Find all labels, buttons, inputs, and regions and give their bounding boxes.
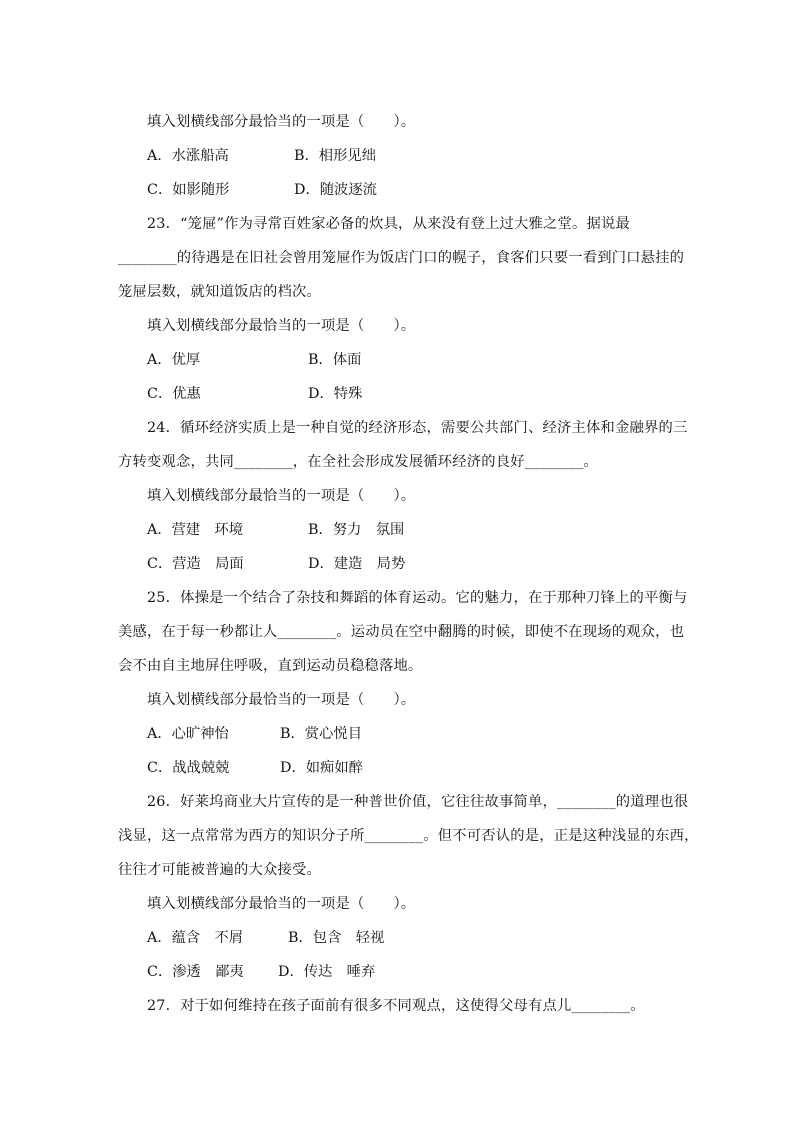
answer-option: C．如影随形 (147, 182, 230, 198)
answer-option: A．蕴含 不屑 (147, 930, 244, 946)
question-stem-continued: 笼屉层数，就知道饭店的档次。 (118, 284, 321, 300)
answer-option: A．营建 环境 (147, 522, 244, 538)
answer-option: D．如痴如醉 (280, 760, 363, 776)
answer-option: C．优惠 (147, 386, 201, 402)
question-stem: 27．对于如何维持在孩子面前有很多不同观点，这使得父母有点儿________。 (147, 998, 645, 1014)
question-stem: 24．循环经济实质上是一种自觉的经济形态，需要公共部门、经济主体和金融界的三 (147, 420, 688, 436)
answer-option: C．渗透 鄙夷 (147, 964, 244, 980)
answer-option: B．努力 氛围 (308, 522, 405, 538)
answer-option: C．营造 局面 (147, 556, 244, 572)
answer-option: B．相形见绌 (294, 148, 376, 164)
answer-option: A．水涨船高 (147, 148, 229, 164)
question-stem-continued: 浅显，这一点常常为西方的知识分子所________。但不可否认的是，正是这种浅显的东西， (118, 828, 699, 844)
answer-option: B．体面 (308, 352, 362, 368)
question-stem-continued: 会不由自主地屏住呼吸，直到运动员稳稳落地。 (118, 658, 423, 674)
question-stem-continued: 方转变观念，共同________，在全社会形成发展循环经济的良好________。 (118, 454, 598, 470)
answer-option: A．心旷神怡 (147, 726, 229, 742)
answer-option: D．特殊 (308, 386, 363, 402)
answer-option: B．赏心悦目 (280, 726, 362, 742)
question-prompt: 填入划横线部分最恰当的一项是（ ）。 (147, 114, 416, 130)
answer-option: A．优厚 (147, 352, 201, 368)
question-stem-continued: ________的待遇是在旧社会曾用笼屉作为饭店门口的幌子，食客们只要一看到门口悬挂的 (118, 250, 685, 266)
question-prompt: 填入划横线部分最恰当的一项是（ ）。 (147, 488, 416, 504)
question-stem: 25．体操是一个结合了杂技和舞蹈的体育运动。它的魅力，在于那种刀锋上的平衡与 (147, 590, 688, 606)
question-stem-continued: 美感，在于每一秒都让人________。运动员在空中翻腾的时候，即使不在现场的观众，也 (118, 624, 685, 640)
answer-option: D．随波逐流 (294, 182, 377, 198)
answer-option: B．包含 轻视 (288, 930, 385, 946)
answer-option: D．传达 唾弃 (278, 964, 376, 980)
answer-option: C．战战兢兢 (147, 760, 230, 776)
question-prompt: 填入划横线部分最恰当的一项是（ ）。 (147, 692, 416, 708)
question-stem-continued: 往往才可能被普遍的大众接受。 (118, 862, 321, 878)
answer-option: D．建造 局势 (308, 556, 406, 572)
question-stem: 26．好莱坞商业大片宣传的是一种普世价值，它往往故事简单，________的道理也很 (147, 794, 689, 810)
question-prompt: 填入划横线部分最恰当的一项是（ ）。 (147, 318, 416, 334)
question-stem: 23．“笼屉”作为寻常百姓家必备的炊具，从来没有登上过大雅之堂。据说最 (147, 216, 631, 232)
question-prompt: 填入划横线部分最恰当的一项是（ ）。 (147, 896, 416, 912)
